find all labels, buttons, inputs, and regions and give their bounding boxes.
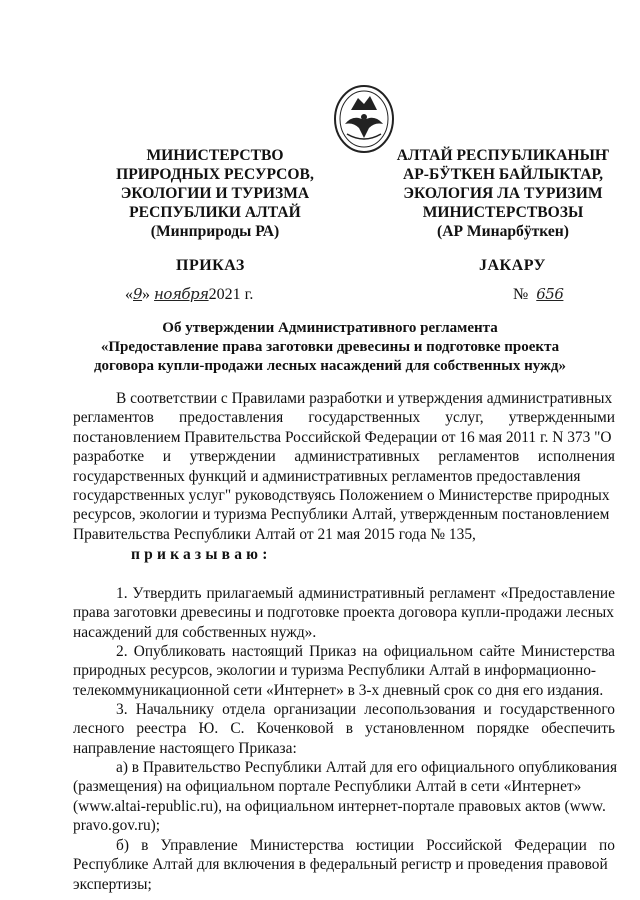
item-1-paragraph bbox=[73, 584, 615, 642]
date-day: 9 bbox=[133, 285, 143, 303]
text-line: постановлением Правительства Российской Федерации от 16 мая 2011 г. N 373 "О bbox=[73, 428, 612, 446]
text-line: Правительства Республики Алтай от 21 мая 2015 года № 135, bbox=[73, 525, 476, 543]
text-line: разработке и утверждении административных регламентов исполнения bbox=[73, 448, 615, 466]
date-month: ноября bbox=[154, 285, 209, 303]
text-line: лесного реестра Ю. С. Коченковой в установленном порядке обеспечить bbox=[73, 720, 615, 738]
item-3b-paragraph bbox=[73, 836, 615, 894]
text-line: 1. Утвердить прилагаемый административный регламент «Предоставление bbox=[116, 585, 615, 602]
header-left-line: ЭКОЛОГИИ И ТУРИЗМА bbox=[120, 185, 310, 202]
text-line: (www.altai-republic.ru), на официальном интернет-портале правовых актов (www. bbox=[73, 797, 606, 815]
header-right-line: АР-БӰТКЕН БАЙЛЫКТАР, bbox=[403, 166, 603, 183]
header-right-line: ЭКОЛОГИЯ ЛА ТУРИЗИМ bbox=[403, 185, 603, 202]
header-right-line: (АР Минарбӱткен) bbox=[437, 223, 569, 240]
text-line: 2. Опубликовать настоящий Приказ на официальном сайте Министерства bbox=[116, 643, 615, 660]
text-line: телекоммуникационной сети «Интернет» в 3-х дневный срок со дня его издания. bbox=[73, 681, 604, 699]
item-3-paragraph bbox=[73, 700, 615, 758]
number-prefix: № bbox=[513, 286, 529, 303]
order-label-altai: JАКАРУ bbox=[479, 257, 546, 274]
item-3a-paragraph bbox=[73, 758, 618, 836]
header-left-line: РЕСПУБЛИКИ АЛТАЙ bbox=[129, 204, 301, 221]
altai-emblem-icon bbox=[333, 84, 395, 154]
text-line: природных ресурсов, экологии и туризма Республики Алтай в информационно- bbox=[73, 662, 597, 680]
title-line: Об утверждении Административного регламента bbox=[162, 320, 498, 336]
order-label-russian: ПРИКАЗ bbox=[176, 257, 245, 274]
document-title bbox=[70, 319, 590, 376]
text-line: 3. Начальнику отдела организации лесопользования и государственного bbox=[116, 701, 615, 718]
order-number bbox=[513, 285, 563, 304]
text-line: государственных функций и административных регламентов предоставления bbox=[73, 467, 581, 485]
text-line: pravo.gov.ru); bbox=[73, 817, 161, 835]
date-year: 2021 г. bbox=[208, 286, 254, 303]
item-2-paragraph bbox=[73, 642, 615, 700]
text-line: права заготовки древесины и подготовке проекта договора купли-продажи лесных bbox=[73, 604, 614, 622]
decree-word: приказываю: bbox=[131, 546, 272, 563]
text-line: насаждений для собственных нужд». bbox=[73, 623, 317, 641]
text-line: Республике Алтай для включения в федеральный регистр и проведения правовой bbox=[73, 856, 608, 874]
text-line: б) в Управление Министерства юстиции Российской Федерации по bbox=[116, 837, 615, 854]
header-right-line: АЛТАЙ РЕСПУБЛИКАНЫҤ bbox=[396, 147, 610, 164]
title-line: «Предоставление права заготовки древесины и подготовке проекта bbox=[100, 339, 560, 355]
text-line: (размещения) на официальном портале Республики Алтай в сети «Интернет» bbox=[73, 778, 582, 796]
header-left-line: (Минприроды РА) bbox=[150, 223, 280, 240]
text-line: регламентов предоставления государственных услуг, утвержденными bbox=[73, 409, 615, 427]
order-date bbox=[125, 285, 253, 304]
title-line: договора купли-продажи лесных насаждений для собственных нужд» bbox=[93, 358, 567, 374]
number-value: 656 bbox=[536, 285, 564, 303]
ministry-name-altai bbox=[378, 146, 628, 241]
text-line: государственных услуг" руководствуясь Положением о Министерстве природных bbox=[73, 487, 610, 505]
header-right-line: МИНИСТЕРСТВОЗЫ bbox=[422, 204, 584, 221]
text-line: а) в Правительство Республики Алтай для его официального опубликования bbox=[116, 759, 618, 776]
ministry-name-russian bbox=[95, 146, 335, 241]
text-line: В соответствии с Правилами разработки и утверждения административных bbox=[116, 390, 613, 407]
date-close-quote: » bbox=[142, 286, 151, 303]
header-left-line: МИНИСТЕРСТВО bbox=[146, 147, 284, 164]
text-line: направление настоящего Приказа: bbox=[73, 739, 297, 757]
text-line: ресурсов, экологии и туризма Республики Алтай, утвержденным постановлением bbox=[73, 506, 610, 524]
date-open-quote: « bbox=[125, 286, 133, 303]
preamble-paragraph bbox=[73, 389, 615, 544]
header-left-line: ПРИРОДНЫХ РЕСУРСОВ, bbox=[116, 166, 314, 183]
text-line: экспертизы; bbox=[73, 875, 152, 893]
